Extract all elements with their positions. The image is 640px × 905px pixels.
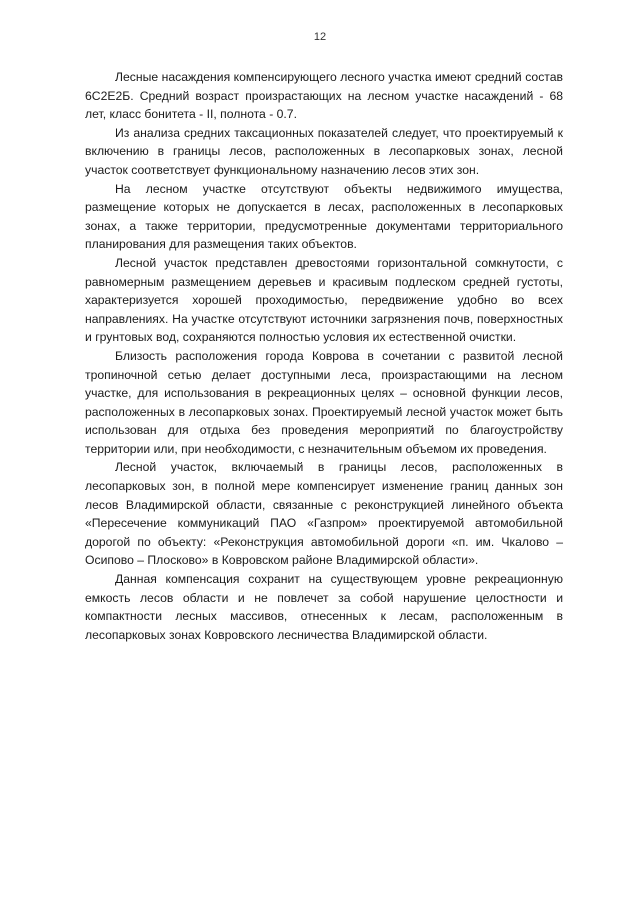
paragraph-5: Близость расположения города Коврова в сочетании с развитой лесной тропиночной сетью делает доступными леса, произрастающими на лесном участке, для использования в рекреационных целях – основной функции лесов, расположенных в лесопарковых зонах. Проектируемый лесной участок может быть использован для отдыха без проведения мероприятий по благоустройству территории или, при необходимости, с незначительным объемом их проведения.: [85, 348, 563, 456]
paragraph-7: Данная компенсация сохранит на существующем уровне рекреационную емкость лесов области и не повлечет за собой нарушение целостности и компактности лесных массивов, отнесенных к лесам, расположенным в лесопарковых зонах Ковровского лесничества Владимирской области.: [85, 572, 563, 642]
paragraph-4: Лесной участок представлен древостоями горизонтальной сомкнутости, с равномерным размещением деревьев и красивым подлеском средней густоты, характеризуется хорошей проходимостью, передвижение удобно во всех направлениях. На участке отсутствуют источники загрязнения почв, поверхностных и грунтовых вод, сохраняются полностью условия их естественной очистки.: [85, 255, 563, 345]
document-body: [85, 68, 563, 644]
paragraph-2: Из анализа средних таксационных показателей следует, что проектируемый к включению в границы лесов, расположенных в лесопарковых зонах, лесной участок соответствует функциональному назначению лесов этих зон.: [85, 125, 563, 177]
paragraph-3: На лесном участке отсутствуют объекты недвижимого имущества, размещение которых не допускается в лесах, расположенных в лесопарковых зонах, а также территории, предусмотренные документами территориального планирования для размещения таких объектов.: [85, 181, 563, 252]
paragraph-6: Лесной участок, включаемый в границы лесов, расположенных в лесопарковых зон, в полной мере компенсирует изменение границ данных зон лесов Владимирской области, связанные с реконструкцией линейного объекта «Пересечение коммуникаций ПАО «Газпром» проектируемой автомобильной дорогой по объекту: «Реконструкция автомобильной дороги «п. им. Чкалово – Осипово – Плосково» в Ковровском районе Владимирской области».: [85, 460, 563, 568]
paragraph-1: Лесные насаждения компенсирующего лесного участка имеют средний состав 6С2Е2Б. Средний возраст произрастающих на лесном участке насаждений - 68 лет, класс бонитета - II, полнота - 0.7.: [85, 70, 563, 122]
page-number: 12: [313, 31, 327, 43]
